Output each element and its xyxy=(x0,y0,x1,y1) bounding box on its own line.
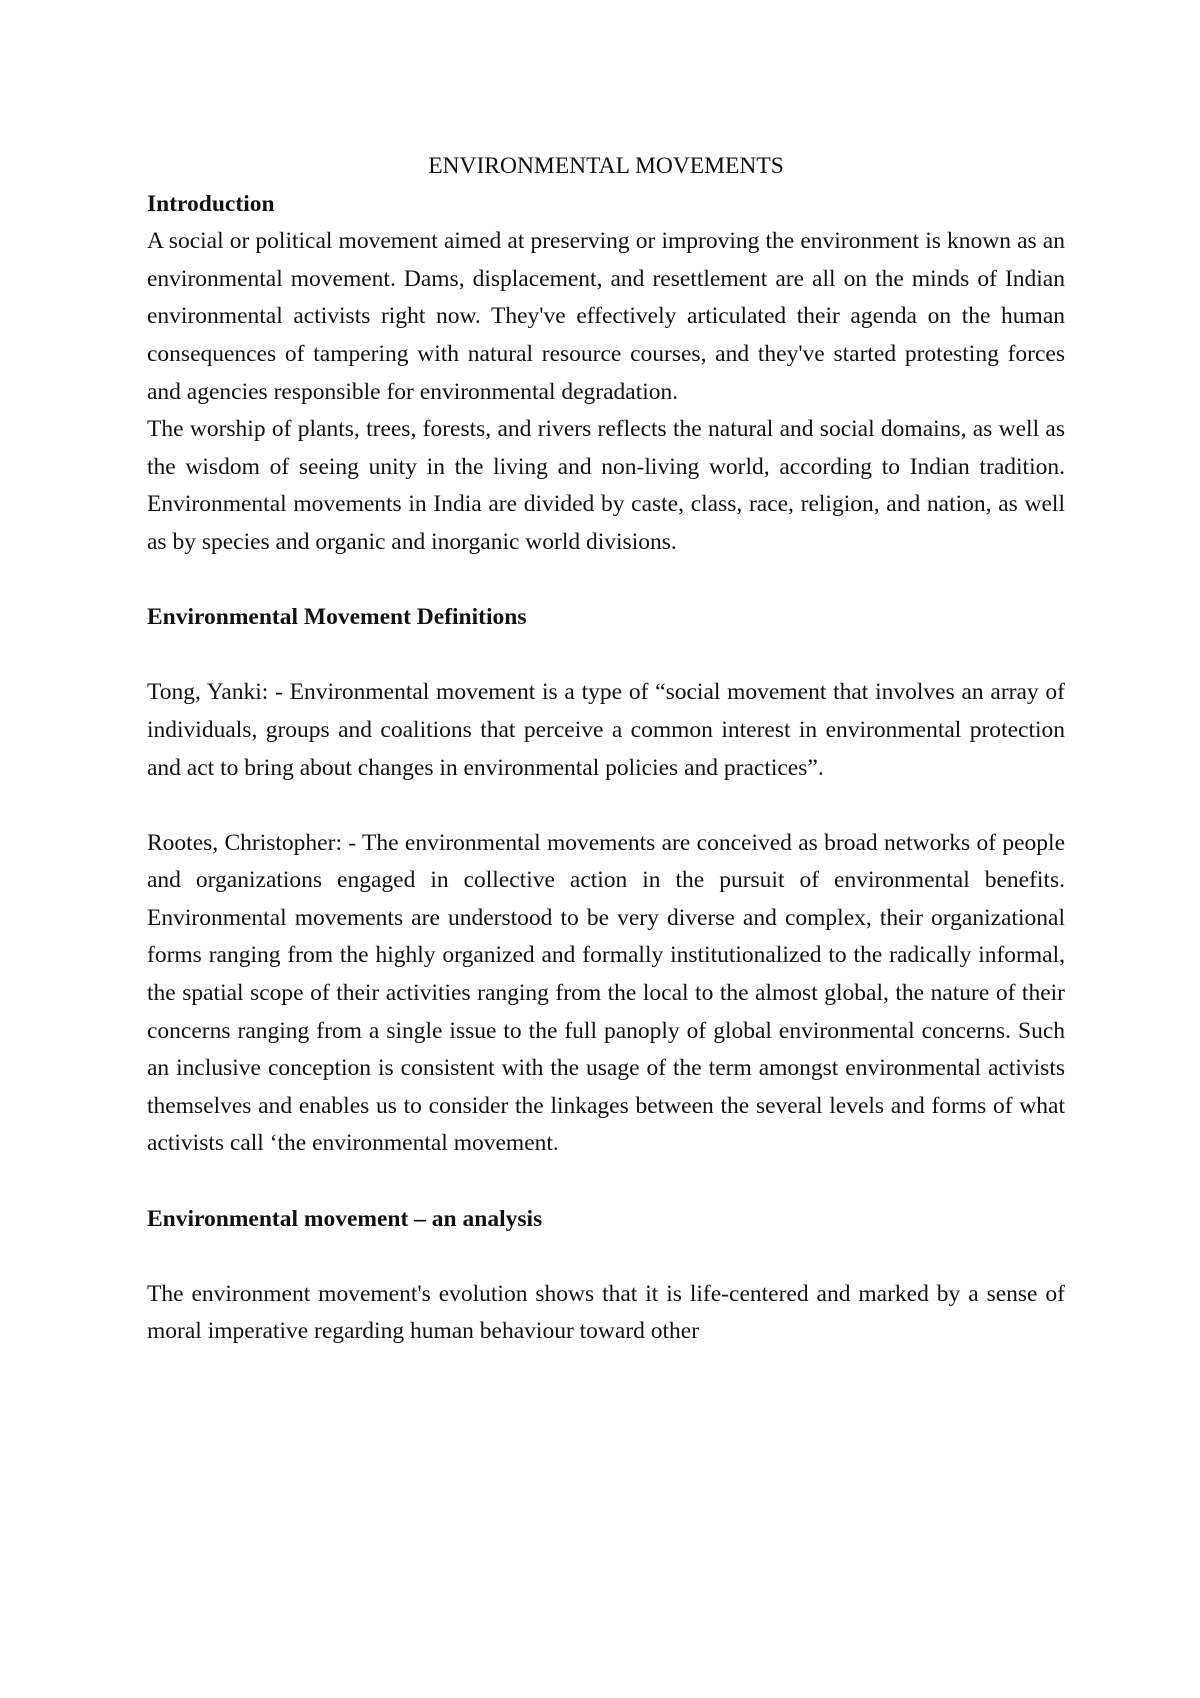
paragraph-analysis-1: The environment movement's evolution shows that it is life-centered and marked by a sense of moral imperative regarding human behaviour toward other xyxy=(147,1280,1065,1345)
document-body xyxy=(147,148,1065,1351)
spacer xyxy=(147,1238,1065,1276)
spacer xyxy=(147,562,1065,600)
spacer xyxy=(147,1163,1065,1201)
section-heading-introduction: Introduction xyxy=(147,190,275,217)
section-heading-definitions: Environmental Movement Definitions xyxy=(147,604,527,631)
paragraph-definition-rootes: Rootes, Christopher: - The environmental movements are conceived as broad networks of people and organizations engaged in collective action in the pursuit of environmental benefits. Environmental movements are understood to be very diverse and complex, their organizational forms ranging from the highly organized and formally institutionalized to the radically informal, the spatial scope of their activities ranging from the local to the almost global, the nature of their concerns ranging from a single issue to the full panoply of global environmental concerns. Such an inclusive conception is consistent with the usage of the term amongst environmental activists themselves and enables us to consider the linkages between the several levels and forms of what activists call ‘the environmental movement. xyxy=(147,829,1065,1157)
paragraph-intro-2: The worship of plants, trees, forests, and rivers reflects the natural and social domains, as well as the wisdom of seeing unity in the living and non-living world, according to Indian tradition. Environmental movements in India are divided by caste, class, race, religion, and nation, as well as by species and organic and inorganic world divisions. xyxy=(147,416,1065,555)
paragraph-intro-1: A social or political movement aimed at preserving or improving the environment is known as an environmental movement. Dams, displacement, and resettlement are all on the minds of Indian environmental activists right now. They've effectively articulated their agenda on the human consequences of tampering with natural resource courses, and they've started protesting forces and agencies responsible for environmental degradation. xyxy=(147,228,1065,405)
paragraph-definition-tong: Tong, Yanki: - Environmental movement is a type of “social movement that involves an array of individuals, groups and coalitions that perceive a common interest in environmental protection and act to bring about changes in environmental policies and practices”. xyxy=(147,679,1065,781)
section-heading-analysis: Environmental movement – an analysis xyxy=(147,1205,543,1232)
spacer xyxy=(147,637,1065,675)
document-title: ENVIRONMENTAL MOVEMENTS xyxy=(428,153,784,179)
spacer xyxy=(147,787,1065,825)
